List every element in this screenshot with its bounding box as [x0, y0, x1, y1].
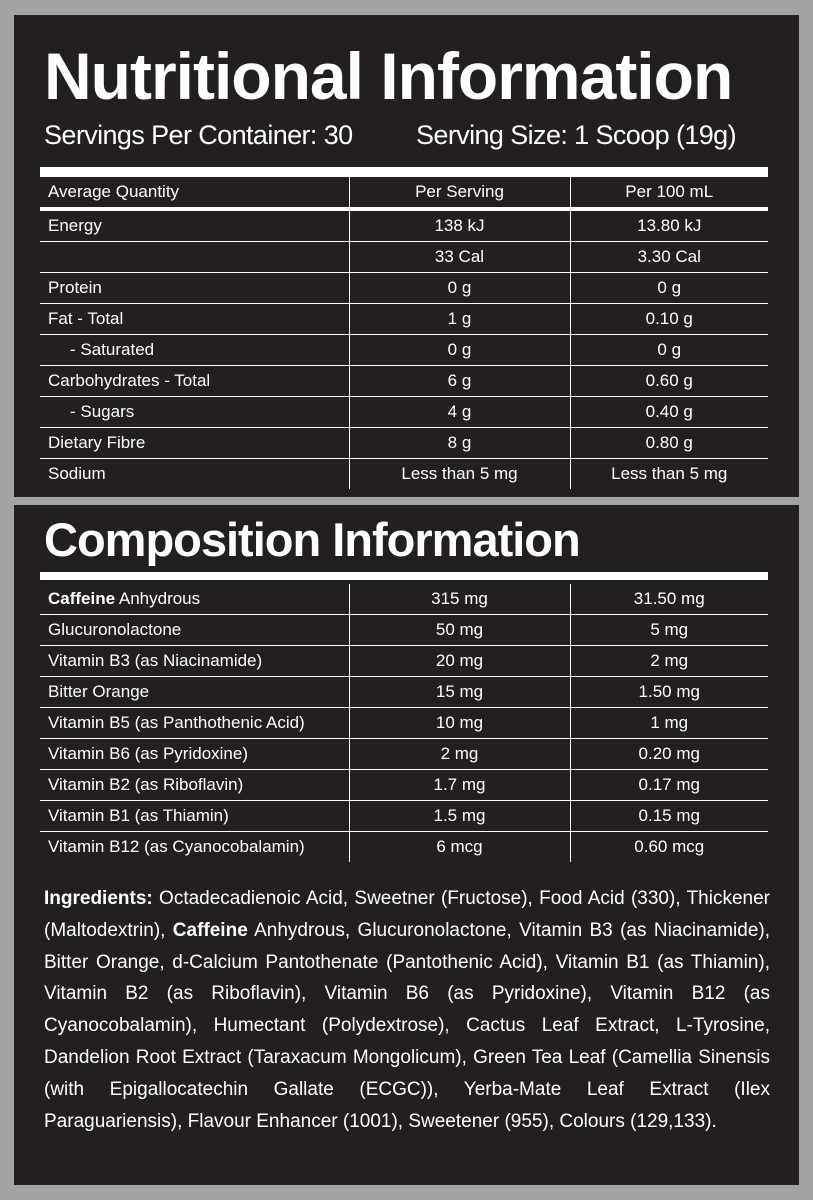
row-label: Fat - Total [40, 304, 349, 335]
table-row [40, 209, 768, 242]
row-per-100ml: 0 g [570, 335, 768, 366]
row-label: Glucuronolactone [40, 615, 349, 646]
table-row [40, 739, 768, 770]
row-per-serving: 0 g [349, 273, 570, 304]
table-row [40, 646, 768, 677]
row-label: Vitamin B2 (as Riboflavin) [40, 770, 349, 801]
composition-table [40, 584, 768, 862]
row-per-serving: 20 mg [349, 646, 570, 677]
row-label [40, 584, 349, 615]
row-per-100ml: 0.80 g [570, 428, 768, 459]
row-label: Energy [40, 209, 349, 242]
nutrition-panel [14, 15, 799, 497]
row-per-serving: 6 g [349, 366, 570, 397]
row-per-100ml: 0.15 mg [570, 801, 768, 832]
row-per-100ml: 0.60 mcg [570, 832, 768, 863]
row-per-serving: 8 g [349, 428, 570, 459]
table-row [40, 801, 768, 832]
table-row [40, 273, 768, 304]
ingredients-caffeine: Caffeine [172, 919, 248, 941]
row-per-100ml: 31.50 mg [570, 584, 768, 615]
row-per-serving: 4 g [349, 397, 570, 428]
row-per-serving: 50 mg [349, 615, 570, 646]
row-per-serving: 6 mcg [349, 832, 570, 863]
ingredients-text-part-2: Anhydrous, Glucuronolactone, Vitamin B3 (as Niacinamide), Bitter Orange, d-Calcium Pantothenate (Pantothenic Acid), Vitamin B1 (as Thiamin), Vitamin B2 (as Riboflavin), Vitamin B6 (as Pyridoxine), Vitamin B12 (as Cyanocobalamin), Humectant (Polydextrose), Cactus Leaf Extract, L-Tyrosine, Dandelion Root Extract (Taraxacum Mongolicum), Green Tea Leaf (Camellia Sinensis (with Epigallocatechin Gallate (ECGC)), Yerba-Mate Leaf Extract (Ilex Paraguariensis), Flavour Enhancer (1001), Sweetener (955), Colours (129,133). [44, 919, 771, 1132]
row-label: Vitamin B5 (as Panthothenic Acid) [40, 708, 349, 739]
header-per-100ml: Per 100 mL [570, 177, 768, 210]
row-label [40, 242, 349, 273]
table-row [40, 397, 768, 428]
row-per-100ml: 1 mg [570, 708, 768, 739]
servings-per-container: Servings Per Container: 30 [44, 120, 353, 150]
composition-panel [14, 505, 799, 1185]
row-per-serving: 0 g [349, 335, 570, 366]
row-per-100ml: 1.50 mg [570, 677, 768, 708]
row-per-serving: Less than 5 mg [349, 459, 570, 490]
row-per-serving: 15 mg [349, 677, 570, 708]
row-per-100ml: 0.17 mg [570, 770, 768, 801]
row-per-100ml: 0.20 mg [570, 739, 768, 770]
row-per-100ml: 0.60 g [570, 366, 768, 397]
table-row [40, 584, 768, 615]
composition-title: Composition Information [44, 513, 580, 566]
row-per-100ml: 5 mg [570, 615, 768, 646]
ingredients-text-part-1: Octadecadienoic Acid, Sweetner (Fructose), Food Acid (330), Thickener (Maltodextrin), [44, 888, 770, 941]
header-average-quantity: Average Quantity [40, 177, 349, 210]
table-row [40, 708, 768, 739]
table-row [40, 770, 768, 801]
row-per-serving: 138 kJ [349, 209, 570, 242]
row-label: Vitamin B3 (as Niacinamide) [40, 646, 349, 677]
row-per-100ml: 0.10 g [570, 304, 768, 335]
row-label: Protein [40, 273, 349, 304]
table-row [40, 242, 768, 273]
row-per-100ml: 3.30 Cal [570, 242, 768, 273]
table-row [40, 366, 768, 397]
row-label: Vitamin B6 (as Pyridoxine) [40, 739, 349, 770]
row-per-100ml: 0 g [570, 273, 768, 304]
table-row [40, 304, 768, 335]
caffeine-label-rest: Anhydrous [115, 589, 201, 608]
table-header-row [40, 177, 768, 210]
nutrition-table [40, 176, 768, 489]
row-per-serving: 1 g [349, 304, 570, 335]
row-per-serving: 315 mg [349, 584, 570, 615]
caffeine-bold-label: Caffeine [48, 589, 116, 608]
row-per-serving: 10 mg [349, 708, 570, 739]
row-label: Vitamin B1 (as Thiamin) [40, 801, 349, 832]
row-per-serving: 1.7 mg [349, 770, 570, 801]
row-per-100ml: 0.40 g [570, 397, 768, 428]
table-row [40, 677, 768, 708]
table-row [40, 615, 768, 646]
nutrition-title: Nutritional Information [44, 39, 733, 113]
row-per-100ml: 13.80 kJ [570, 209, 768, 242]
serving-size: Serving Size: 1 Scoop (19g) [416, 120, 736, 150]
table-row [40, 428, 768, 459]
row-per-serving: 33 Cal [349, 242, 570, 273]
row-label: - Saturated [40, 335, 349, 366]
row-label: Bitter Orange [40, 677, 349, 708]
table-row [40, 335, 768, 366]
ingredients-heading: Ingredients: [44, 888, 153, 909]
nutrition-top-rule [40, 167, 768, 176]
row-per-100ml: Less than 5 mg [570, 459, 768, 490]
row-label: Vitamin B12 (as Cyanocobalamin) [40, 832, 349, 863]
ingredients-text [44, 883, 770, 1137]
row-label: Sodium [40, 459, 349, 490]
row-per-100ml: 2 mg [570, 646, 768, 677]
row-label: Carbohydrates - Total [40, 366, 349, 397]
row-per-serving: 1.5 mg [349, 801, 570, 832]
composition-top-rule [40, 572, 768, 580]
table-row [40, 832, 768, 863]
row-label: - Sugars [40, 397, 349, 428]
row-label: Dietary Fibre [40, 428, 349, 459]
header-per-serving: Per Serving [349, 177, 570, 210]
table-row [40, 459, 768, 490]
row-per-serving: 2 mg [349, 739, 570, 770]
